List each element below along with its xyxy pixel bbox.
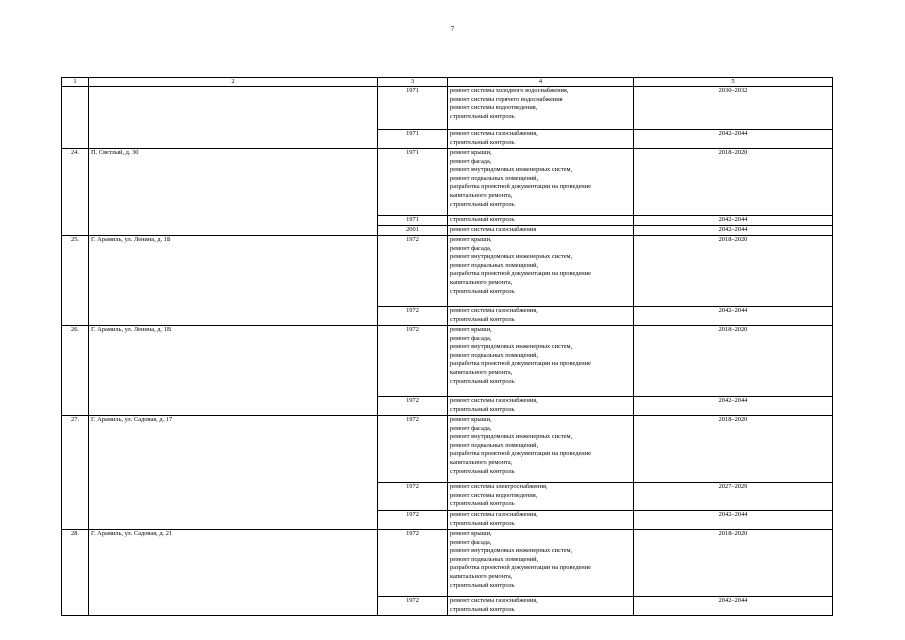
work-item: ремонт системы холодного водоснабжения, <box>450 87 569 94</box>
work-item: ремонт системы электроснабжения, <box>450 483 548 490</box>
repair-period: 2042–2044 <box>634 216 833 226</box>
work-item: ремонт подвальных помещений, <box>450 441 539 449</box>
work-item: строительный контроль <box>450 200 515 208</box>
work-item: ремонт крыши, <box>450 416 492 423</box>
work-item: ремонт системы газоснабжения, <box>450 597 538 604</box>
work-item: ремонт внутридомовых инженерных систем, <box>450 166 573 174</box>
work-item: строительный контроль <box>450 405 515 413</box>
work-item: строительный контроль <box>450 138 515 146</box>
work-item: ремонт системы газоснабжения, <box>450 307 538 314</box>
repair-period: 2018–2020 <box>634 149 833 216</box>
commission-year: 1971 <box>378 149 448 216</box>
work-item: строительный контроль <box>450 287 515 295</box>
repair-works <box>448 236 634 307</box>
work-item: строительный контроль <box>450 500 515 508</box>
work-item: разработка проектной документации на проведение <box>450 183 591 191</box>
row-number: 25. <box>62 236 89 326</box>
work-item: строительный контроль <box>450 377 515 385</box>
work-item: ремонт подвальных помещений, <box>450 351 539 359</box>
repair-period: 2042–2044 <box>634 130 833 149</box>
work-item: капитального ремонта, <box>450 368 513 376</box>
row-number <box>62 87 89 149</box>
repair-period: 2042–2044 <box>634 597 833 616</box>
repair-period: 2027–2029 <box>634 483 833 511</box>
work-item: ремонт крыши, <box>450 236 492 243</box>
table-row <box>62 236 833 307</box>
repair-works <box>448 416 634 483</box>
work-item: ремонт системы газоснабжения, <box>450 511 538 518</box>
repair-period: 2018–2020 <box>634 326 833 397</box>
commission-year: 1972 <box>378 597 448 616</box>
header-col-4: 4 <box>448 78 634 87</box>
work-item: ремонт системы водоотведения, <box>450 104 538 112</box>
table-row <box>62 87 833 130</box>
building-address: Г. Арамиль, ул. Садовая, д. 21 <box>89 530 378 616</box>
commission-year: 1971 <box>378 87 448 130</box>
work-item: строительный контроль <box>450 605 515 613</box>
work-item: ремонт системы газоснабжения <box>450 226 537 233</box>
building-address: Г. Арамиль, ул. Ленина, д. 1В <box>89 326 378 416</box>
repair-period: 2018–2020 <box>634 236 833 307</box>
work-item: ремонт фасада, <box>450 334 492 342</box>
repair-works <box>448 130 634 149</box>
work-item: строительный контроль <box>450 216 515 223</box>
commission-year: 1972 <box>378 483 448 511</box>
repair-works <box>448 483 634 511</box>
work-item: строительный контроль <box>450 581 515 589</box>
commission-year: 1972 <box>378 236 448 307</box>
row-number: 24. <box>62 149 89 236</box>
commission-year: 1972 <box>378 326 448 397</box>
table-row <box>62 416 833 483</box>
table-header <box>62 78 833 87</box>
repair-period: 2018–2020 <box>634 530 833 597</box>
work-item: разработка проектной документации на проведение <box>450 450 591 458</box>
repair-works <box>448 87 634 130</box>
header-col-1: 1 <box>62 78 89 87</box>
capital-repair-table <box>61 77 833 616</box>
table-row <box>62 149 833 216</box>
work-item: ремонт подвальных помещений, <box>450 261 539 269</box>
work-item: ремонт фасада, <box>450 244 492 252</box>
repair-works <box>448 397 634 416</box>
work-item: ремонт внутридомовых инженерных систем, <box>450 253 573 261</box>
work-item: капитального ремонта, <box>450 191 513 199</box>
repair-period: 2018–2020 <box>634 416 833 483</box>
work-item: ремонт внутридомовых инженерных систем, <box>450 433 573 441</box>
work-item: строительный контроль <box>450 519 515 527</box>
header-col-5: 5 <box>634 78 833 87</box>
repair-works <box>448 326 634 397</box>
work-item: ремонт крыши, <box>450 326 492 333</box>
work-item: ремонт крыши, <box>450 530 492 537</box>
work-item: строительный контроль <box>450 467 515 475</box>
table-row <box>62 530 833 597</box>
work-item: ремонт фасада, <box>450 424 492 432</box>
repair-period: 2042–2044 <box>634 511 833 530</box>
commission-year: 1972 <box>378 416 448 483</box>
repair-period: 2042–2044 <box>634 226 833 236</box>
repair-works <box>448 216 634 226</box>
header-col-2: 2 <box>89 78 378 87</box>
work-item: ремонт фасада, <box>450 538 492 546</box>
work-item: разработка проектной документации на проведение <box>450 360 591 368</box>
header-col-3: 3 <box>378 78 448 87</box>
work-item: капитального ремонта, <box>450 572 513 580</box>
table-body <box>62 87 833 616</box>
work-item: ремонт внутридомовых инженерных систем, <box>450 343 573 351</box>
work-item: строительный контроль <box>450 315 515 323</box>
commission-year: 1972 <box>378 307 448 326</box>
page-number: 7 <box>450 25 455 33</box>
building-address: Г. Арамиль, ул. Ленина, д. 1Б <box>89 236 378 326</box>
work-item: ремонт системы водоотведения, <box>450 491 538 499</box>
work-item: ремонт внутридомовых инженерных систем, <box>450 547 573 555</box>
work-item: капитального ремонта, <box>450 458 513 466</box>
commission-year: 1971 <box>378 130 448 149</box>
work-item: ремонт системы газоснабжения, <box>450 130 538 137</box>
header-row <box>62 78 833 87</box>
work-item: капитального ремонта, <box>450 278 513 286</box>
row-number: 27. <box>62 416 89 530</box>
repair-works <box>448 597 634 616</box>
repair-works <box>448 149 634 216</box>
row-number: 28. <box>62 530 89 616</box>
work-item: строительный контроль <box>450 112 515 120</box>
work-item: ремонт системы газоснабжения, <box>450 397 538 404</box>
commission-year: 1972 <box>378 530 448 597</box>
commission-year: 2001 <box>378 226 448 236</box>
repair-works <box>448 511 634 530</box>
building-address: Г. Арамиль, ул. Садовая, д. 17 <box>89 416 378 530</box>
repair-period: 2030–2032 <box>634 87 833 130</box>
repair-works <box>448 226 634 236</box>
commission-year: 1972 <box>378 397 448 416</box>
repair-period: 2042–2044 <box>634 307 833 326</box>
repair-works <box>448 307 634 326</box>
work-item: ремонт фасада, <box>450 157 492 165</box>
work-item: ремонт системы горячего водоснабжения <box>450 95 563 103</box>
table-row <box>62 326 833 397</box>
repair-period: 2042–2044 <box>634 397 833 416</box>
work-item: разработка проектной документации на проведение <box>450 564 591 572</box>
commission-year: 1972 <box>378 511 448 530</box>
commission-year: 1971 <box>378 216 448 226</box>
building-address <box>89 87 378 149</box>
row-number: 26. <box>62 326 89 416</box>
building-address: П. Светлый, д. 30 <box>89 149 378 236</box>
repair-works <box>448 530 634 597</box>
work-item: ремонт подвальных помещений, <box>450 555 539 563</box>
work-item: разработка проектной документации на проведение <box>450 270 591 278</box>
work-item: ремонт крыши, <box>450 149 492 156</box>
work-item: ремонт подвальных помещений, <box>450 174 539 182</box>
